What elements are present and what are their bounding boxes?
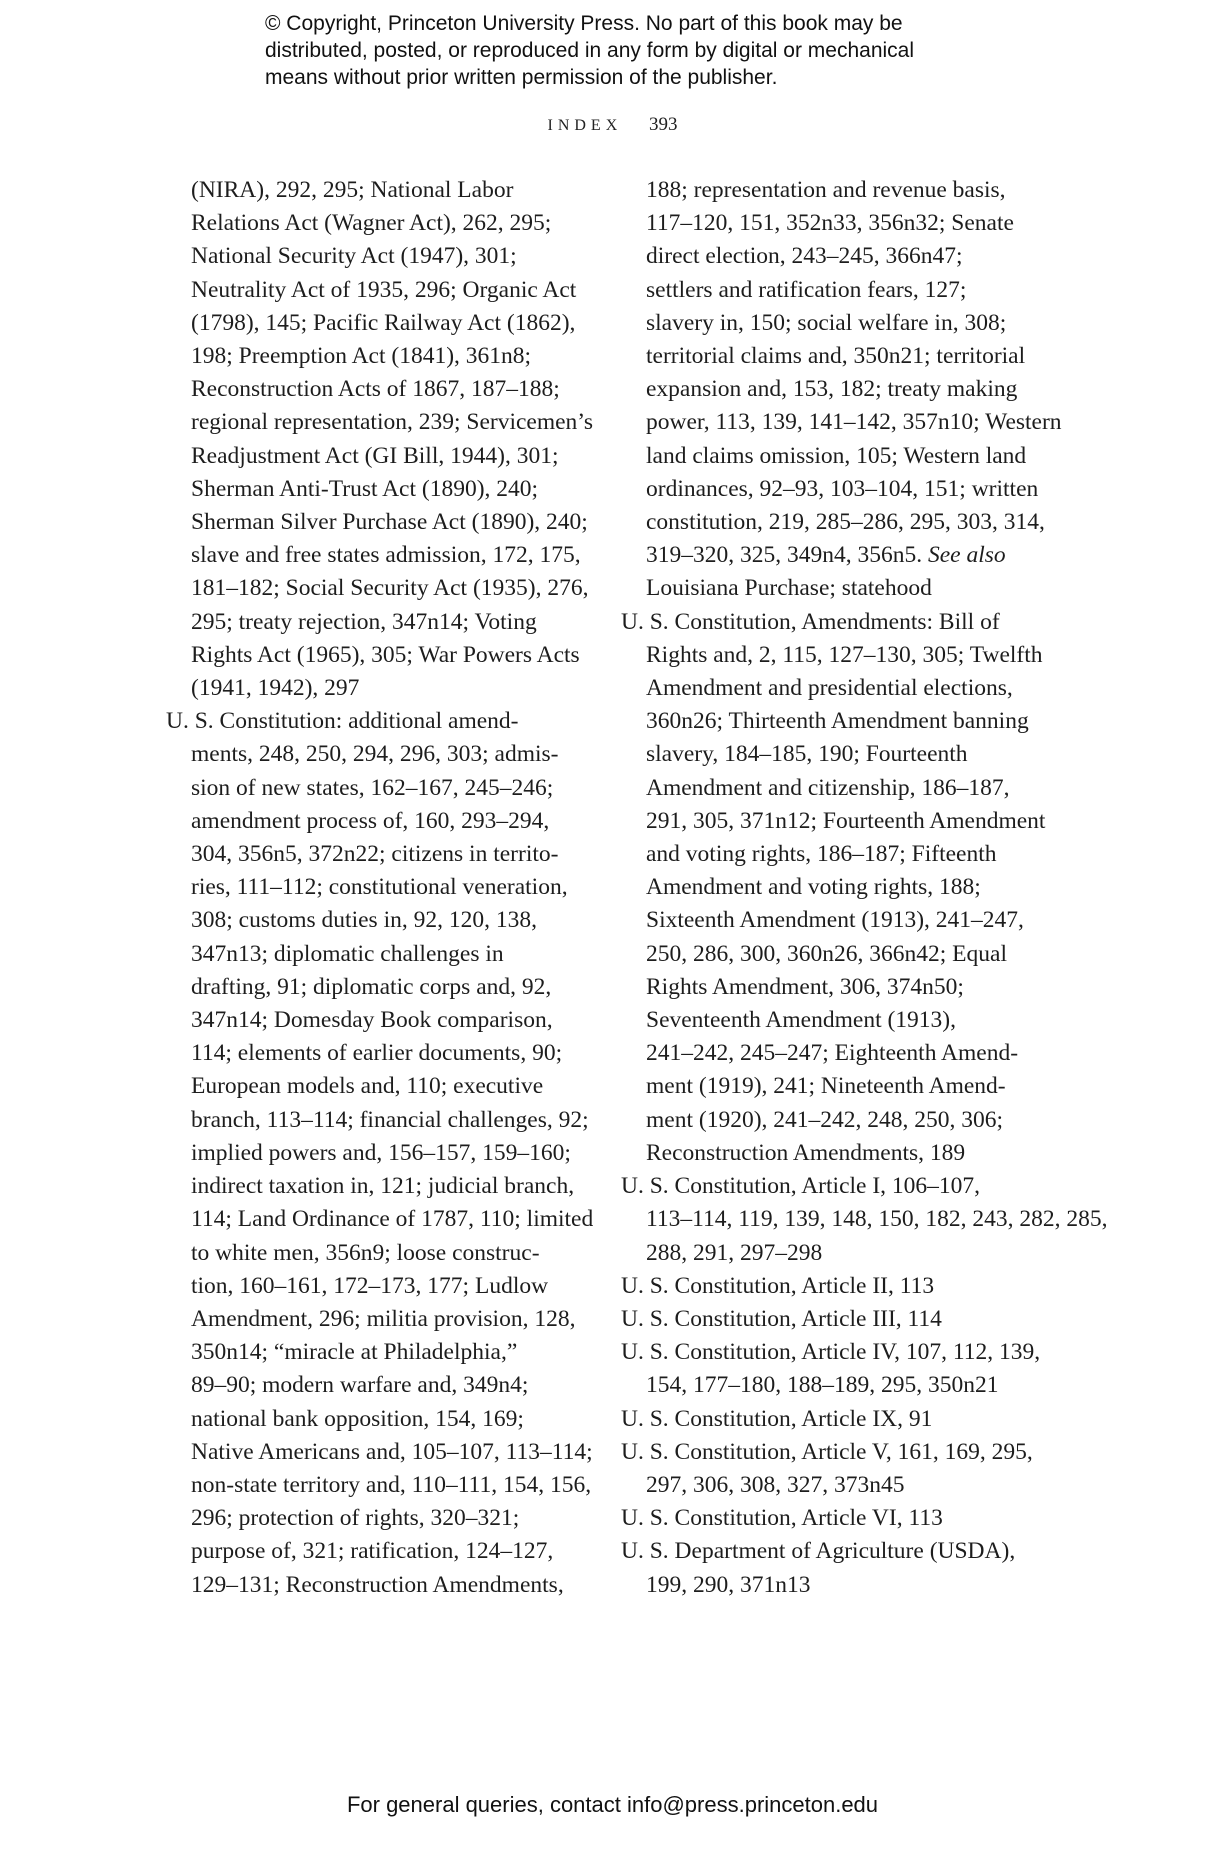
index-entry-line: (1798), 145; Pacific Railway Act (1862), — [191, 309, 576, 336]
index-entry-line: Amendment and voting rights, 188; — [646, 874, 981, 901]
index-entry-line: 347n13; diplomatic challenges in — [191, 940, 504, 967]
index-entry-line: slave and free states admission, 172, 175, — [191, 542, 581, 569]
index-entry-line: Reconstruction Acts of 1867, 187–188; — [191, 376, 560, 403]
index-entry-line: regional representation, 239; Servicemen’s — [191, 409, 593, 436]
page-number: 393 — [649, 114, 678, 135]
index-entry-line: 360n26; Thirteenth Amendment banning — [646, 708, 1029, 735]
index-entry-line: 89–90; modern warfare and, 349n4; — [191, 1372, 529, 1399]
index-entry-line: ordinances, 92–93, 103–104, 151; written — [646, 475, 1039, 502]
footer-contact: For general queries, contact info@press.princeton.edu — [346, 1792, 879, 1817]
copyright-line: means without prior written permission of the publisher. — [265, 66, 778, 89]
index-entry-line: National Security Act (1947), 301; — [191, 243, 517, 270]
index-entry-line: 241–242, 245–247; Eighteenth Amend- — [646, 1040, 1019, 1067]
index-entry-line: Amendment and citizenship, 186–187, — [646, 774, 1010, 801]
index-entry-line: 319–320, 325, 349n4, 356n5. See also — [646, 542, 1006, 569]
index-entry-line: Sherman Silver Purchase Act (1890), 240; — [191, 509, 588, 536]
index-entry-line: settlers and ratification fears, 127; — [646, 276, 967, 303]
index-entry-line: Amendment, 296; militia provision, 128, — [191, 1305, 576, 1332]
index-entry-line: direct election, 243–245, 366n47; — [646, 243, 963, 270]
index-entry-line: ries, 111–112; constitutional veneration, — [191, 874, 568, 901]
index-entry-heading: U. S. Constitution, Article II, 113 — [621, 1272, 935, 1299]
index-entry-line: 188; representation and revenue basis, — [646, 177, 1006, 203]
copyright-line: © Copyright, Princeton University Press. No part of this book may be — [265, 12, 903, 35]
index-entry-line: drafting, 91; diplomatic corps and, 92, — [191, 973, 552, 1000]
index-entry-heading: U. S. Department of Agriculture (USDA), — [621, 1538, 1016, 1565]
index-entry-line: amendment process of, 160, 293–294, — [191, 807, 550, 834]
index-entry-line: 154, 177–180, 188–189, 295, 350n21 — [646, 1372, 999, 1399]
index-entry-line: Sherman Anti-Trust Act (1890), 240; — [191, 475, 539, 502]
index-entry-line: 114; Land Ordinance of 1787, 110; limited — [191, 1206, 594, 1233]
index-entry-line: 117–120, 151, 352n33, 356n32; Senate — [646, 210, 1014, 237]
index-entry-heading: U. S. Constitution, Article V, 161, 169, 295, — [621, 1438, 1033, 1465]
index-entry-line: 347n14; Domesday Book comparison, — [191, 1007, 553, 1034]
index-entry-line: purpose of, 321; ratification, 124–127, — [191, 1538, 554, 1565]
running-head-label: INDEX — [547, 117, 623, 134]
index-column-left — [166, 174, 594, 1602]
index-entry-heading: U. S. Constitution, Article VI, 113 — [621, 1505, 943, 1532]
index-entry-line: Neutrality Act of 1935, 296; Organic Act — [191, 276, 577, 303]
index-entry-line: indirect taxation in, 121; judicial branch, — [191, 1173, 575, 1200]
index-entry-heading: U. S. Constitution, Article IV, 107, 112, 139, — [621, 1339, 1041, 1366]
index-entry-line: power, 113, 139, 141–142, 357n10; Western — [646, 409, 1062, 436]
index-entry-line: to white men, 356n9; loose construc- — [191, 1239, 540, 1266]
index-entry-line: 181–182; Social Security Act (1935), 276, — [191, 575, 589, 602]
index-entry-line: territorial claims and, 350n21; territorial — [646, 343, 1026, 370]
index-entry-line: 296; protection of rights, 320–321; — [191, 1505, 520, 1532]
index-entry-line: Louisiana Purchase; statehood — [646, 575, 932, 602]
index-entry-line: national bank opposition, 154, 169; — [191, 1405, 524, 1432]
index-entry-line: and voting rights, 186–187; Fifteenth — [646, 841, 997, 868]
cross-reference-label: See also — [928, 542, 1006, 569]
index-entry-line: 129–131; Reconstruction Amendments, — [191, 1571, 564, 1598]
index-entry-heading: U. S. Constitution: additional amend- — [166, 708, 519, 735]
index-entry-heading: U. S. Constitution, Article III, 114 — [621, 1305, 942, 1332]
index-entry-line: 113–114, 119, 139, 148, 150, 182, 243, 282, 285, — [646, 1206, 1108, 1233]
index-entry-heading: U. S. Constitution, Article I, 106–107, — [621, 1173, 981, 1200]
index-entry-line: Readjustment Act (GI Bill, 1944), 301; — [191, 442, 559, 469]
index-entry-line: tion, 160–161, 172–173, 177; Ludlow — [191, 1272, 549, 1299]
index-entry-line: (NIRA), 292, 295; National Labor — [191, 177, 514, 203]
index-entry-heading: U. S. Constitution, Article IX, 91 — [621, 1405, 933, 1432]
index-entry-line: Rights and, 2, 115, 127–130, 305; Twelfth — [646, 641, 1043, 668]
index-entry-line: 250, 286, 300, 360n26, 366n42; Equal — [646, 940, 1007, 967]
index-entry-line: Relations Act (Wagner Act), 262, 295; — [191, 210, 552, 237]
running-head — [0, 114, 1225, 136]
index-entry-line: sion of new states, 162–167, 245–246; — [191, 774, 554, 801]
index-entry-line: branch, 113–114; financial challenges, 92; — [191, 1106, 589, 1133]
index-entry-line: 295; treaty rejection, 347n14; Voting — [191, 608, 537, 635]
index-entry-line: 304, 356n5, 372n22; citizens in territo- — [191, 841, 559, 868]
index-entry-line: slavery, 184–185, 190; Fourteenth — [646, 741, 968, 768]
index-entry-line: 308; customs duties in, 92, 120, 138, — [191, 907, 537, 934]
index-entry-line: 288, 291, 297–298 — [646, 1239, 823, 1266]
index-entry-line: non-state territory and, 110–111, 154, 156, — [191, 1471, 592, 1498]
index-entry-line: Sixteenth Amendment (1913), 241–247, — [646, 907, 1024, 934]
index-entry-line: implied powers and, 156–157, 159–160; — [191, 1139, 571, 1166]
index-entry-line: ment (1919), 241; Nineteenth Amend- — [646, 1073, 1006, 1100]
index-entry-line: expansion and, 153, 182; treaty making — [646, 376, 1018, 403]
index-entry-line: (1941, 1942), 297 — [191, 675, 360, 702]
index-entry-line: 199, 290, 371n13 — [646, 1571, 811, 1598]
copyright-notice — [265, 10, 1005, 91]
index-entry-line: 297, 306, 308, 327, 373n45 — [646, 1471, 905, 1498]
index-entry-line: Amendment and presidential elections, — [646, 675, 1013, 702]
index-entry-line: Reconstruction Amendments, 189 — [646, 1139, 966, 1166]
index-entry-line: 198; Preemption Act (1841), 361n8; — [191, 343, 532, 370]
index-entry-line: Native Americans and, 105–107, 113–114; — [191, 1438, 593, 1465]
index-entry-line: ments, 248, 250, 294, 296, 303; admis- — [191, 741, 559, 768]
index-entry-line: 291, 305, 371n12; Fourteenth Amendment — [646, 807, 1046, 834]
index-entry-line: slavery in, 150; social welfare in, 308; — [646, 309, 1007, 336]
index-entry-heading: U. S. Constitution, Amendments: Bill of — [621, 608, 1000, 635]
index-entry-line: Rights Amendment, 306, 374n50; — [646, 973, 964, 1000]
index-entry-line: 114; elements of earlier documents, 90; — [191, 1040, 563, 1067]
index-entry-line: Seventeenth Amendment (1913), — [646, 1007, 956, 1034]
index-entry-line: constitution, 219, 285–286, 295, 303, 314, — [646, 509, 1045, 536]
index-entry-line: European models and, 110; executive — [191, 1073, 544, 1100]
copyright-line: distributed, posted, or reproduced in any form by digital or mechanical — [265, 39, 915, 62]
index-entry-line: Rights Act (1965), 305; War Powers Acts — [191, 641, 580, 668]
index-entry-line: land claims omission, 105; Western land — [646, 442, 1027, 469]
index-entry-line: ment (1920), 241–242, 248, 250, 306; — [646, 1106, 1004, 1133]
index-column-right — [621, 174, 1108, 1602]
index-entry-line: 350n14; “miracle at Philadelphia,” — [191, 1339, 518, 1366]
